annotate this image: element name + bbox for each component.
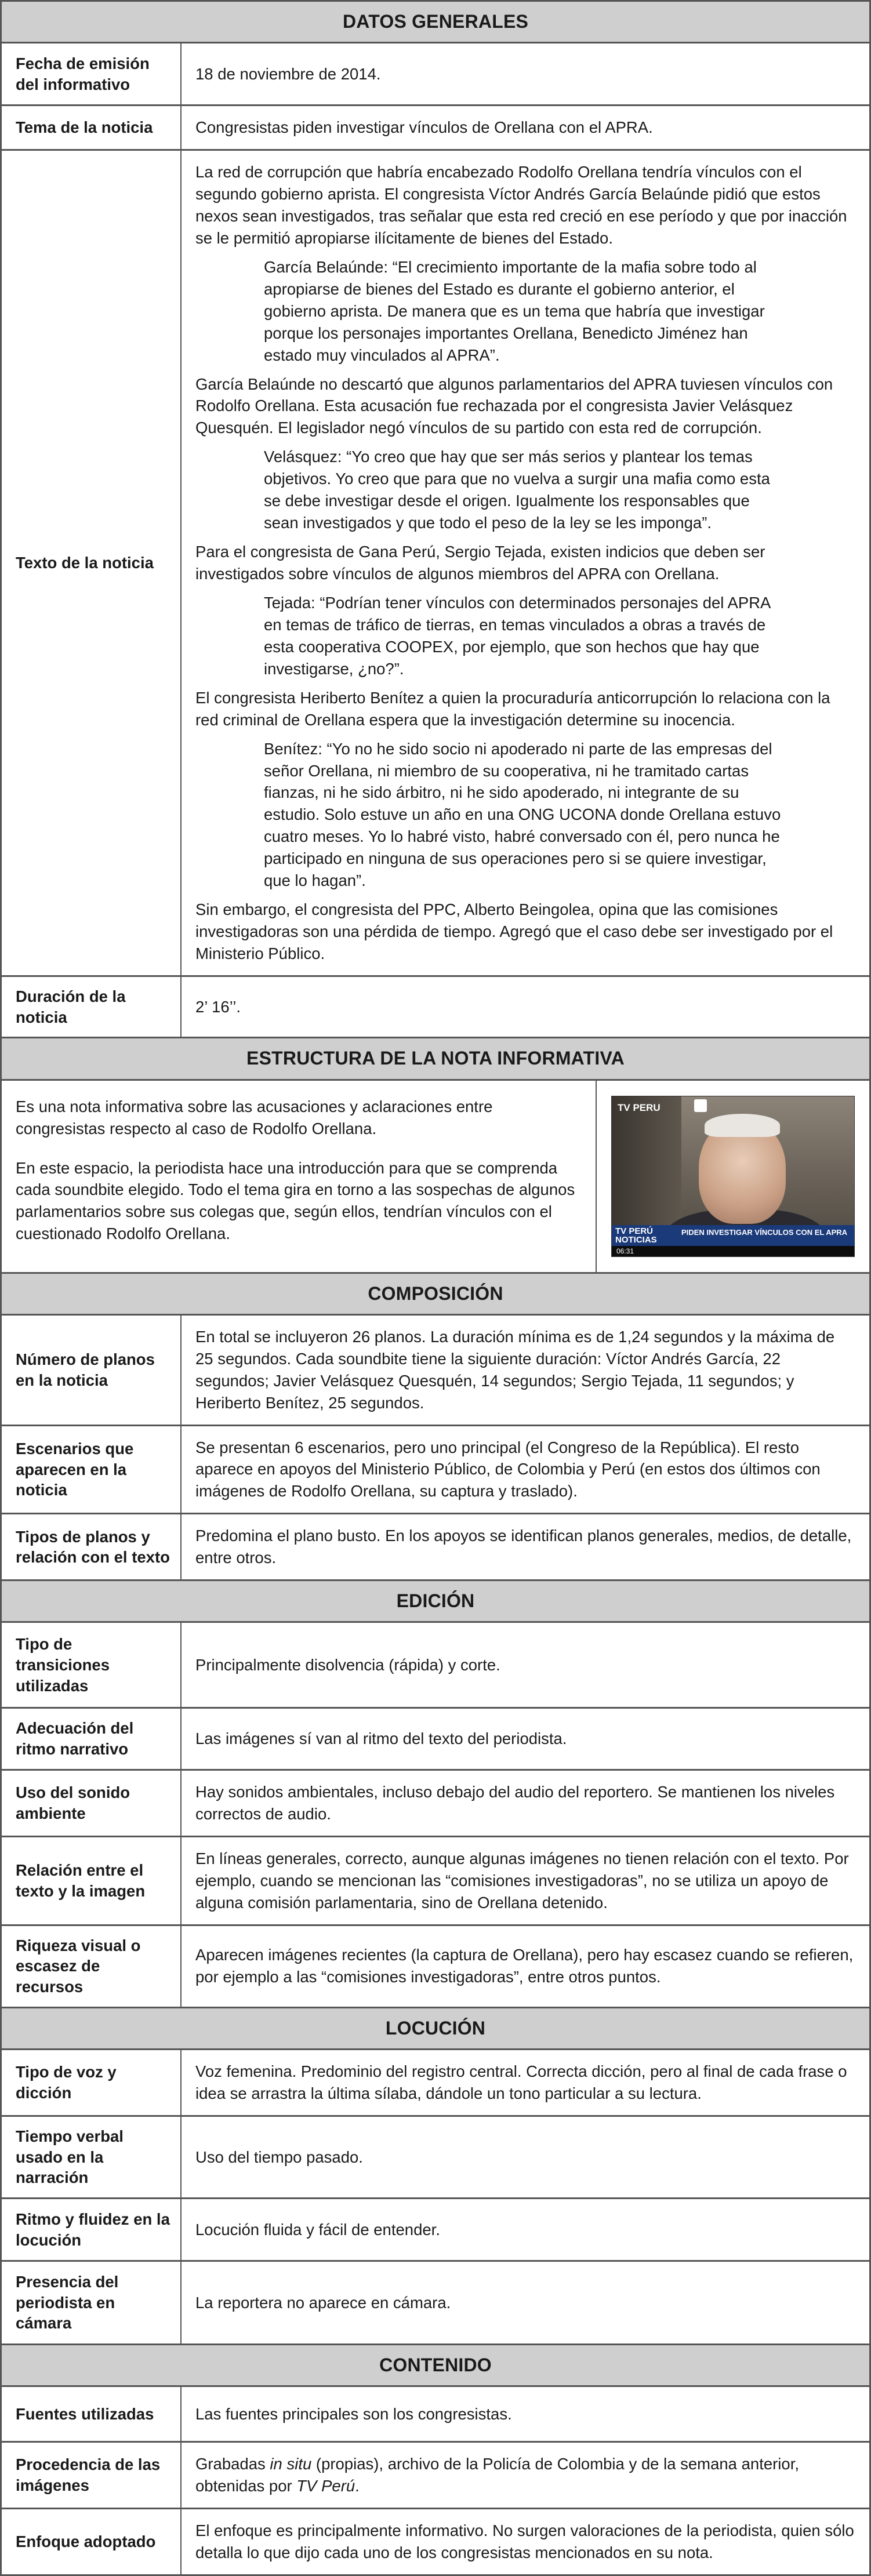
procedencia-a: Grabadas — [195, 2455, 270, 2473]
value-procedencia — [182, 2443, 869, 2508]
label-fecha: Fecha de emisión del informativo — [2, 43, 182, 104]
label-relacion: Relación entre el texto y la imagen — [2, 1837, 182, 1924]
row-procedencia — [2, 2443, 869, 2509]
procedencia-b: (propias), archivo de la Policía de Colombia y de la semana anterior, obtenidas por — [195, 2455, 799, 2495]
estructura-text — [2, 1081, 597, 1272]
row-sonido — [2, 1771, 869, 1837]
texto-parrafo: García Belaúnde no descartó que algunos parlamentarios del APRA tuviesen vínculos con Rodolfo Orellana. Esta acusación fue rechazada por el congresista Javier Velásquez Quesquén. El legislador negó vínculos de su partido con esta red de corrupción. — [195, 375, 833, 437]
value-relacion: En líneas generales, correcto, aunque algunas imágenes no tienen relación con el texto. Por ejemplo, cuando se mencionan las “comisiones investigadoras”, no se utiliza un apoyo de alguna comisión parlamentaria, sino de Orellana detenido. — [195, 1849, 849, 1912]
section-header-datos-generales: DATOS GENERALES — [2, 2, 869, 43]
value-tiempo-verbal: Uso del tiempo pasado. — [195, 2148, 363, 2166]
texto-parrafo: La red de corrupción que habría encabezado Rodolfo Orellana tendría vínculos con el segundo gobierno aprista. El congresista Víctor Andrés García Belaúnde pidió que estos nexos sean investigados, tras señalar que esta red creció en ese período y que por inacción se le permitió apropiarse ilícitamente de bienes del Estado. — [195, 163, 847, 247]
label-duracion: Duración de la noticia — [2, 977, 182, 1037]
row-duracion — [2, 977, 869, 1039]
row-voz — [2, 2050, 869, 2117]
label-presencia: Presencia del periodista en cámara — [2, 2262, 182, 2344]
row-ritmo — [2, 1709, 869, 1771]
label-fuentes: Fuentes utilizadas — [2, 2387, 182, 2441]
value-duracion: 2’ 16’’. — [195, 997, 241, 1016]
row-enfoque — [2, 2509, 869, 2576]
procedencia-c: . — [355, 2477, 360, 2495]
thumbnail-lower-third — [612, 1225, 854, 1246]
thumbnail-figure-hair — [705, 1114, 780, 1137]
row-texto — [2, 151, 869, 977]
value-texto — [182, 151, 869, 975]
row-estructura — [2, 1081, 869, 1274]
label-procedencia: Procedencia de las imágenes — [2, 2443, 182, 2508]
value-tema: Congresistas piden investigar vínculos de Orellana con el APRA. — [195, 118, 653, 137]
label-sonido: Uso del sonido ambiente — [2, 1771, 182, 1836]
lower-third-headline: PIDEN INVESTIGAR VÍNCULOS CON EL APRA — [681, 1227, 848, 1237]
label-ritmo: Adecuación del ritmo narrativo — [2, 1709, 182, 1769]
label-riqueza: Riqueza visual o escasez de recursos — [2, 1926, 182, 2007]
value-tipos-planos: Predomina el plano busto. En los apoyos se identifican planos generales, medios, de detalle, entre otros. — [195, 1527, 852, 1567]
brand-line2: NOTICIAS — [615, 1235, 657, 1245]
texto-parrafo: Para el congresista de Gana Perú, Sergio Tejada, existen indicios que deben ser investigados sobre vínculos de algunos miembros del APRA con Orellana. — [195, 543, 765, 583]
label-transiciones: Tipo de transiciones utilizadas — [2, 1623, 182, 1707]
procedencia-tv-peru: TV Perú — [296, 2477, 355, 2495]
label-tipos-planos: Tipos de planos y relación con el texto — [2, 1514, 182, 1579]
value-planos: En total se incluyeron 26 planos. La duración mínima es de 1,24 segundos y la máxima de 25 segundos. Cada soundbite tiene la siguiente duración: Víctor Andrés García, 22 segundos; Javier Velásquez Quesquén, 14 segundos; Sergio Tejada, 11 segundos; y Heriberto Benítez, 25 segundos. — [195, 1327, 835, 1412]
thumbnail-ticker — [612, 1246, 854, 1256]
section-header-contenido: CONTENIDO — [2, 2345, 869, 2387]
value-sonido: Hay sonidos ambientales, incluso debajo del audio del reportero. Se mantienen los niveles correctos de audio. — [195, 1782, 835, 1823]
value-fecha: 18 de noviembre de 2014. — [195, 64, 381, 83]
row-tema — [2, 106, 869, 151]
texto-cita: García Belaúnde: “El crecimiento importante de la mafia sobre todo al apropiarse de bienes del Estado es durante el gobierno anterior, el gobierno aprista. De manera que es un tema que habría que investigar porque los personajes importantes Orellana, Benedicto Jiménez han estado muy vinculados al APRA”. — [264, 257, 765, 364]
tv-peru-logo: TV PERU — [618, 1102, 660, 1113]
value-escenarios: Se presentan 6 escenarios, pero uno principal (el Congreso de la República). El resto aparece en apoyos del Ministerio Público, de Colombia y Perú (en estos dos últimos con imágenes de Rodolfo Orellana, su captura y traslado). — [195, 1438, 821, 1500]
lower-third-brand — [615, 1227, 657, 1245]
value-presencia: La reportera no aparece en cámara. — [195, 2293, 451, 2312]
row-tipos-planos — [2, 1514, 869, 1581]
texto-cita: Velásquez: “Yo creo que hay que ser más serios y plantear los temas objetivos. Yo creo que para que no vuelva a surgir una mafia como esta se debe investigar desde el origen. Igualmente los responsables que sean investigados y que todo el peso de la ley se les imponga”. — [264, 448, 770, 532]
channel-logo-icon — [694, 1099, 707, 1112]
row-presencia — [2, 2262, 869, 2345]
label-enfoque: Enfoque adoptado — [2, 2509, 182, 2574]
estructura-parrafo: Es una nota informativa sobre las acusaciones y aclaraciones entre congresistas respecto al caso de Rodolfo Orellana. — [16, 1097, 493, 1138]
section-header-composicion: COMPOSICIÓN — [2, 1274, 869, 1316]
texto-cita: Benítez: “Yo no he sido socio ni apoderado ni parte de las empresas del señor Orellana, ni miembro de su cooperativa, ni he tramitado cartas fianzas, ni he sido árbitro, ni he sido apoderado, ni integrante de su estudio. Solo estuve un año en una ONG UCONA donde Orellana estuvo cuatro meses. Yo lo habré visto, habré conversado con él, pero nunca he participado en ninguna de sus operaciones pero si se quiere investigar, que lo hagan”. — [264, 739, 781, 890]
value-transiciones: Principalmente disolvencia (rápida) y corte. — [195, 1655, 500, 1674]
row-relacion — [2, 1837, 869, 1926]
texto-parrafo: Sin embargo, el congresista del PPC, Alberto Beingolea, opina que las comisiones investigadoras son una pérdida de tiempo. Agregó que el caso debe ser investigado por el Ministerio Público. — [195, 900, 833, 963]
procedencia-in-situ: in situ — [270, 2455, 312, 2473]
row-fluidez — [2, 2199, 869, 2262]
row-tiempo-verbal — [2, 2117, 869, 2199]
row-riqueza — [2, 1926, 869, 2008]
value-ritmo: Las imágenes sí van al ritmo del texto del periodista. — [195, 1730, 567, 1748]
label-planos: Número de planos en la noticia — [2, 1316, 182, 1425]
value-voz: Voz femenina. Predominio del registro central. Correcta dicción, pero al final de cada frase o idea se arrastra la última sílaba, dándole un tono particular a su lectura. — [195, 2062, 847, 2102]
estructura-image-cell — [597, 1081, 869, 1272]
section-header-estructura: ESTRUCTURA DE LA NOTA INFORMATIVA — [2, 1038, 869, 1080]
row-transiciones — [2, 1623, 869, 1709]
texto-parrafo: El congresista Heriberto Benítez a quien la procuraduría anticorrupción lo relaciona con la red criminal de Orellana espera que la investigación determine su inocencia. — [195, 688, 830, 729]
label-escenarios: Escenarios que aparecen en la noticia — [2, 1426, 182, 1513]
label-tema: Tema de la noticia — [2, 106, 182, 149]
label-voz: Tipo de voz y dicción — [2, 2050, 182, 2115]
row-fuentes — [2, 2387, 869, 2443]
brand-line1: TV PERÚ — [615, 1226, 654, 1236]
value-fluidez: Locución fluida y fácil de entender. — [195, 2220, 440, 2239]
texto-cita: Tejada: “Podrían tener vínculos con determinados personajes del APRA en temas de tráfico de tierras, en temas vinculados a obras a través de esta cooperativa COOPEX, por ejemplo, que son hechos que hay que investigarse, ¿no?”. — [264, 593, 770, 678]
value-fuentes: Las fuentes principales son los congresistas. — [195, 2404, 512, 2423]
value-enfoque: El enfoque es principalmente informativo. No surgen valoraciones de la periodista, quien sólo detalla lo que dijo cada uno de los congresistas mencionados en su nota. — [195, 2521, 854, 2562]
estructura-parrafo: En este espacio, la periodista hace una introducción para que se comprenda cada soundbite elegido. Todo el tema gira en torno a las sospechas de algunos parlamentarios sobre sus colegas que, según ellos, tendrían vínculos con el cuestionado Rodolfo Orellana. — [16, 1158, 575, 1243]
label-fluidez: Ritmo y fluidez en la locución — [2, 2199, 182, 2260]
news-screenshot-thumbnail — [611, 1096, 855, 1257]
label-tiempo-verbal: Tiempo verbal usado en la narración — [2, 2117, 182, 2197]
row-fecha — [2, 43, 869, 106]
row-escenarios — [2, 1426, 869, 1515]
row-planos — [2, 1316, 869, 1426]
ticker-time: 06:31 — [616, 1247, 634, 1255]
label-texto: Texto de la noticia — [2, 151, 182, 975]
section-header-edicion: EDICIÓN — [2, 1581, 869, 1623]
procedencia-text — [195, 2453, 854, 2497]
value-riqueza: Aparecen imágenes recientes (la captura de Orellana), pero hay escasez cuando se refieren, por ejemplo a las “comisiones investigadoras”, entre otros puntos. — [195, 1946, 854, 1986]
section-header-locucion: LOCUCIÓN — [2, 2008, 869, 2050]
